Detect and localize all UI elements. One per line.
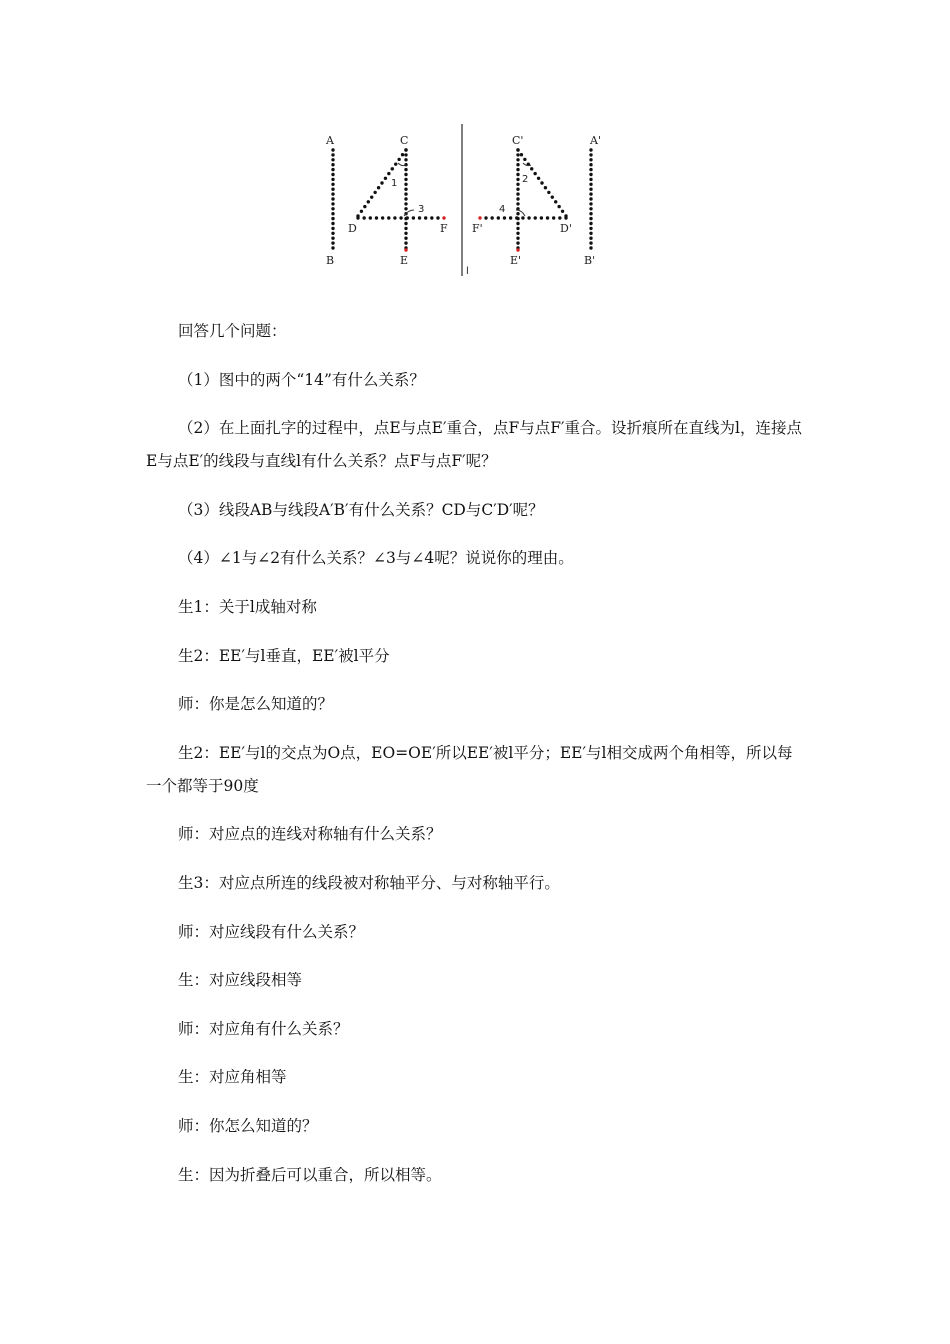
dot-CE [404, 237, 407, 240]
dot-AB [331, 188, 334, 191]
angle-label-4: 4 [499, 204, 506, 215]
question-1: （1）图中的两个“14”有什么关系？ [178, 370, 425, 389]
dot-CD [384, 177, 387, 180]
dot-CE-prime [516, 158, 519, 161]
label-B-prime: B' [584, 254, 596, 267]
axis-label-l: l [466, 266, 469, 277]
dot-CE-prime [516, 188, 519, 191]
symmetry-figure [318, 120, 618, 280]
dot-DF [375, 216, 378, 219]
dot-AB [331, 158, 334, 161]
dot-AB-prime [589, 212, 592, 215]
dot-DF-prime [540, 216, 543, 219]
dot-CE-prime [516, 192, 519, 195]
dot-AB-prime [589, 178, 592, 181]
student-answer-angles: 生：对应角相等 [178, 1068, 287, 1087]
teacher-question-5: 师：你怎么知道的？ [178, 1116, 318, 1135]
dot-CD-prime [516, 148, 519, 151]
dot-AB-prime [589, 217, 592, 220]
student-3-answer: 生3：对应点所连的线段被对称轴平分、与对称轴平行。 [178, 873, 560, 892]
dot-DF [430, 216, 433, 219]
dot-CD [367, 200, 370, 203]
dot-AB [331, 217, 334, 220]
dot-AB-prime [589, 246, 592, 249]
student-2-explanation: 生2：EE′与l的交点为O点，EO=OE′所以EE′被l平分；EE′与l相交成两个角相等，所以每一个都等于90度 [146, 743, 793, 795]
dot-CE [404, 168, 407, 171]
dot-AB-prime [589, 207, 592, 210]
dot-CE-prime [516, 227, 519, 230]
dot-CD [391, 167, 394, 170]
dot-AB [331, 183, 334, 186]
dot-CE-prime [516, 237, 519, 240]
dot-CE [404, 183, 407, 186]
dot-CD [401, 153, 404, 156]
dot-AB [331, 168, 334, 171]
question-3: （3）线段AB与线段A′B′有什么关系？CD与C′D′呢？ [178, 500, 544, 519]
dot-CD [360, 210, 363, 213]
dot-CD-prime [544, 186, 547, 189]
dot-CE-prime [516, 163, 519, 166]
teacher-question-4: 师：对应角有什么关系？ [178, 1019, 349, 1038]
dot-CE-prime [516, 178, 519, 181]
dot-DF-prime [521, 216, 524, 219]
dot-DF-prime [497, 216, 500, 219]
dot-CD [380, 181, 383, 184]
label-B: B [326, 254, 335, 267]
dot-CE-prime [516, 222, 519, 225]
dot-CE [404, 202, 407, 205]
dot-CE [404, 178, 407, 181]
dot-F-red [442, 216, 445, 219]
dot-CE-prime [516, 197, 519, 200]
dot-AB-prime [589, 153, 592, 156]
dot-CE-prime [516, 202, 519, 205]
label-E: E [400, 254, 409, 267]
dot-CE [404, 241, 407, 244]
dot-DF-prime [564, 216, 567, 219]
dot-DF [369, 216, 372, 219]
dot-CD [404, 148, 407, 151]
dot-AB [331, 173, 334, 176]
dot-AB-prime [589, 173, 592, 176]
dot-CD-prime [551, 195, 554, 198]
dot-DF [393, 216, 396, 219]
dot-DF [399, 216, 402, 219]
dot-AB [331, 227, 334, 230]
dot-DF-prime [546, 216, 549, 219]
teacher-question-1: 师：你是怎么知道的？ [178, 695, 334, 714]
dot-AB-prime [589, 222, 592, 225]
dot-CE-prime [516, 232, 519, 235]
dot-DF [418, 216, 421, 219]
dot-CE [404, 153, 407, 156]
dot-AB [331, 202, 334, 205]
dot-AB-prime [589, 202, 592, 205]
dot-DF [436, 216, 439, 219]
dot-CD-prime [561, 210, 564, 213]
dot-CE [404, 173, 407, 176]
dot-CE-prime [516, 183, 519, 186]
dot-CD-prime [533, 172, 536, 175]
dot-AB-prime [589, 232, 592, 235]
dot-AB [331, 197, 334, 200]
dot-AB [331, 241, 334, 244]
dot-CE-prime [516, 153, 519, 156]
dot-CE-prime [516, 173, 519, 176]
student-2-answer: 生2：EE′与l垂直，EE′被l平分 [178, 646, 390, 665]
dot-CD [394, 162, 397, 165]
dot-AB-prime [589, 163, 592, 166]
dot-CD [387, 172, 390, 175]
angle-label-2: 2 [522, 174, 529, 185]
dot-DF-prime [552, 216, 555, 219]
dot-CE [404, 207, 407, 210]
dot-CD [373, 191, 376, 194]
student-1-answer: 生1：关于l成轴对称 [178, 597, 317, 616]
dot-AB-prime [589, 158, 592, 161]
dot-AB [331, 212, 334, 215]
dot-AB [331, 163, 334, 166]
dot-DF-prime [527, 216, 530, 219]
dot-DF-prime [515, 216, 518, 219]
label-D-prime: D' [560, 222, 572, 235]
dot-CD [397, 158, 400, 161]
dot-AB-prime [589, 168, 592, 171]
dot-DF [362, 216, 365, 219]
dot-CD [363, 205, 366, 208]
figure-svg [318, 120, 618, 280]
dot-E-prime-red [516, 248, 519, 251]
angle-label-3: 3 [418, 204, 425, 215]
dot-DF [424, 216, 427, 219]
dot-CE [404, 192, 407, 195]
dot-CE [404, 222, 407, 225]
dot-AB-prime [589, 197, 592, 200]
dot-CE-prime [516, 168, 519, 171]
dot-AB-prime [589, 183, 592, 186]
label-A-prime: A' [590, 134, 601, 147]
dot-AB-prime [589, 148, 592, 151]
dot-AB [331, 178, 334, 181]
label-A: A [326, 134, 334, 147]
dot-AB-prime [589, 188, 592, 191]
dot-AB-prime [589, 241, 592, 244]
dot-AB [331, 232, 334, 235]
dot-CE-prime [516, 212, 519, 215]
label-F: F [440, 222, 448, 235]
dot-DF [356, 216, 359, 219]
dot-DF [406, 216, 409, 219]
dot-CD-prime [554, 200, 557, 203]
label-C: C [400, 134, 409, 147]
dot-DF [412, 216, 415, 219]
student-answer-segments: 生：对应线段相等 [178, 971, 303, 990]
dot-AB-prime [589, 227, 592, 230]
dot-CD [377, 186, 380, 189]
dot-CD-prime [540, 181, 543, 184]
dot-DF-prime [484, 216, 487, 219]
teacher-question-3: 师：对应线段有什么关系？ [178, 922, 365, 941]
dot-DF-prime [509, 216, 512, 219]
dot-AB [331, 207, 334, 210]
intro-line: 回答几个问题： [178, 322, 287, 340]
label-F-prime: F' [472, 222, 483, 235]
dot-CD [370, 195, 373, 198]
dot-CE [404, 197, 407, 200]
dot-F-prime-red [478, 216, 481, 219]
dot-CD-prime [537, 177, 540, 180]
dot-DF-prime [490, 216, 493, 219]
lesson-text [146, 315, 806, 1207]
dot-CE [404, 227, 407, 230]
dot-AB [331, 222, 334, 225]
dot-DF [381, 216, 384, 219]
dot-CD-prime [520, 153, 523, 156]
dot-DF-prime [534, 216, 537, 219]
label-E-prime: E' [510, 254, 522, 267]
dot-AB [331, 153, 334, 156]
dot-CE [404, 188, 407, 191]
dot-AB-prime [589, 237, 592, 240]
dot-CD-prime [530, 167, 533, 170]
dot-CE-prime [516, 241, 519, 244]
dot-CE [404, 158, 407, 161]
question-4: （4）∠1与∠2有什么关系？∠3与∠4呢？说说你的理由。 [178, 549, 574, 568]
dot-CD-prime [557, 205, 560, 208]
dot-AB [331, 246, 334, 249]
student-answer-fold: 生：因为折叠后可以重合，所以相等。 [178, 1165, 442, 1184]
dot-AB [331, 237, 334, 240]
angle-label-1: 1 [391, 178, 398, 189]
dot-DF [387, 216, 390, 219]
dot-CD-prime [523, 158, 526, 161]
label-C-prime: C' [512, 134, 524, 147]
dot-AB-prime [589, 192, 592, 195]
dot-DF-prime [558, 216, 561, 219]
question-2: （2）在上面扎字的过程中，点E与点E′重合，点F与点F′重合。设折痕所在直线为l，连接点E与点E′的线段与直线l有什么关系？点F与点F′呢？ [146, 419, 802, 471]
label-D: D [348, 222, 357, 235]
dot-CD-prime [547, 191, 550, 194]
dot-CE [404, 232, 407, 235]
dot-E-red [404, 248, 407, 251]
dot-AB [331, 192, 334, 195]
dot-DF-prime [503, 216, 506, 219]
dot-AB [331, 148, 334, 151]
teacher-question-2: 师：对应点的连线对称轴有什么关系？ [178, 825, 442, 844]
